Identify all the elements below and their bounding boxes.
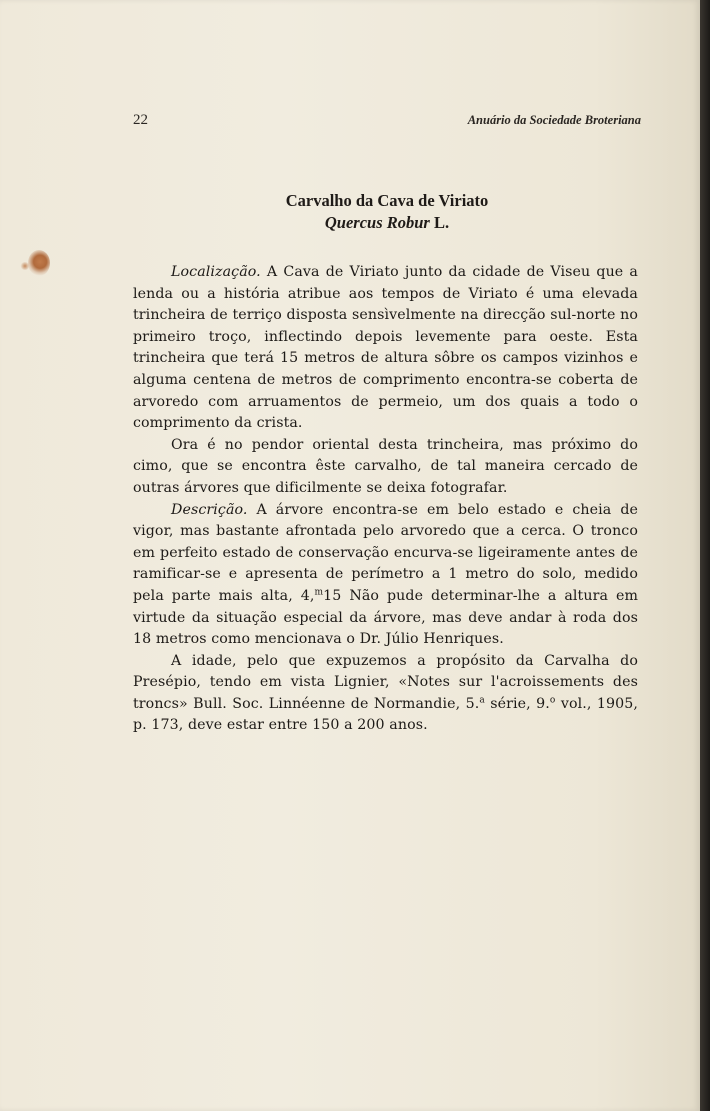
unit-superscript: m bbox=[314, 587, 324, 598]
paragraph-text: série, 9. bbox=[484, 695, 550, 712]
title-main: Carvalho da Cava de Viriato bbox=[285, 191, 489, 210]
page-header bbox=[133, 112, 641, 132]
title-species bbox=[133, 212, 641, 234]
page-edge-shadow bbox=[700, 0, 710, 1111]
paragraph-text: vol., 1905, p. 173, deve estar entre 150 a 200 anos. bbox=[133, 695, 638, 734]
species-author: L. bbox=[429, 213, 450, 232]
body-text bbox=[133, 262, 638, 737]
paragraph-text: A árvore encontra-se em belo estado e cheia de vigor, mas bastante afrontada pelo arvoredo que a cerca. O tronco em perfeito estado de conservação encurva-se ligeiramente antes de ramificar-se e apresenta de perímetro a 1 metro do solo, medido pela parte mais alta, 4, bbox=[133, 501, 638, 604]
paragraph-idade bbox=[133, 651, 638, 737]
paper-stain bbox=[28, 250, 50, 276]
ordinal-superscript: o bbox=[549, 695, 556, 706]
article-title bbox=[133, 190, 641, 234]
paragraph-lead: Descrição. bbox=[171, 501, 248, 518]
species-name: Quercus Robur bbox=[324, 213, 430, 232]
ordinal-superscript: a bbox=[479, 695, 485, 706]
paragraph-text: 15 Não pude determinar-lhe a altura em virtude da situação especial da árvore, mas deve andar à roda dos 18 metros como mencionava o Dr. Júlio Henriques. bbox=[133, 587, 639, 648]
running-title: Anuário da Sociedade Broteriana bbox=[467, 113, 641, 127]
paragraph-text: Ora é no pendor oriental desta trincheira, mas próximo do cimo, que se encontra êste carvalho, de tal maneira cercado de outras árvores que dificilmente se deixa fotografar. bbox=[133, 436, 638, 496]
paragraph-descricao bbox=[133, 500, 638, 651]
paragraph-text: A Cava de Viriato junto da cidade de Viseu que a lenda ou a história atribue aos tempos de Viriato é uma elevada trincheira de terriço disposta sensìvelmente na direcção sul-norte no primeiro troço, inflectindo depois levemente para oeste. Esta trincheira que terá 15 metros de altura sôbre os campos vizinhos e alguma centena de metros de comprimento encontra-se coberta de arvoredo com arruamentos de permeio, um dos quais a todo o comprimento da crista. bbox=[133, 264, 638, 432]
page-number: 22 bbox=[133, 112, 148, 128]
paragraph-pendor bbox=[133, 435, 638, 500]
paragraph-lead: Localização. bbox=[171, 264, 261, 280]
paper-stain-small bbox=[20, 262, 30, 270]
paragraph-localizacao bbox=[133, 262, 638, 435]
paragraph-text: A idade, pelo que expuzemos a propósito da Carvalha do Presépio, tendo em vista Lignier, «Notes sur l'acroissements des troncs» Bull. Soc. Linnéenne de Normandie, 5. bbox=[133, 652, 638, 712]
